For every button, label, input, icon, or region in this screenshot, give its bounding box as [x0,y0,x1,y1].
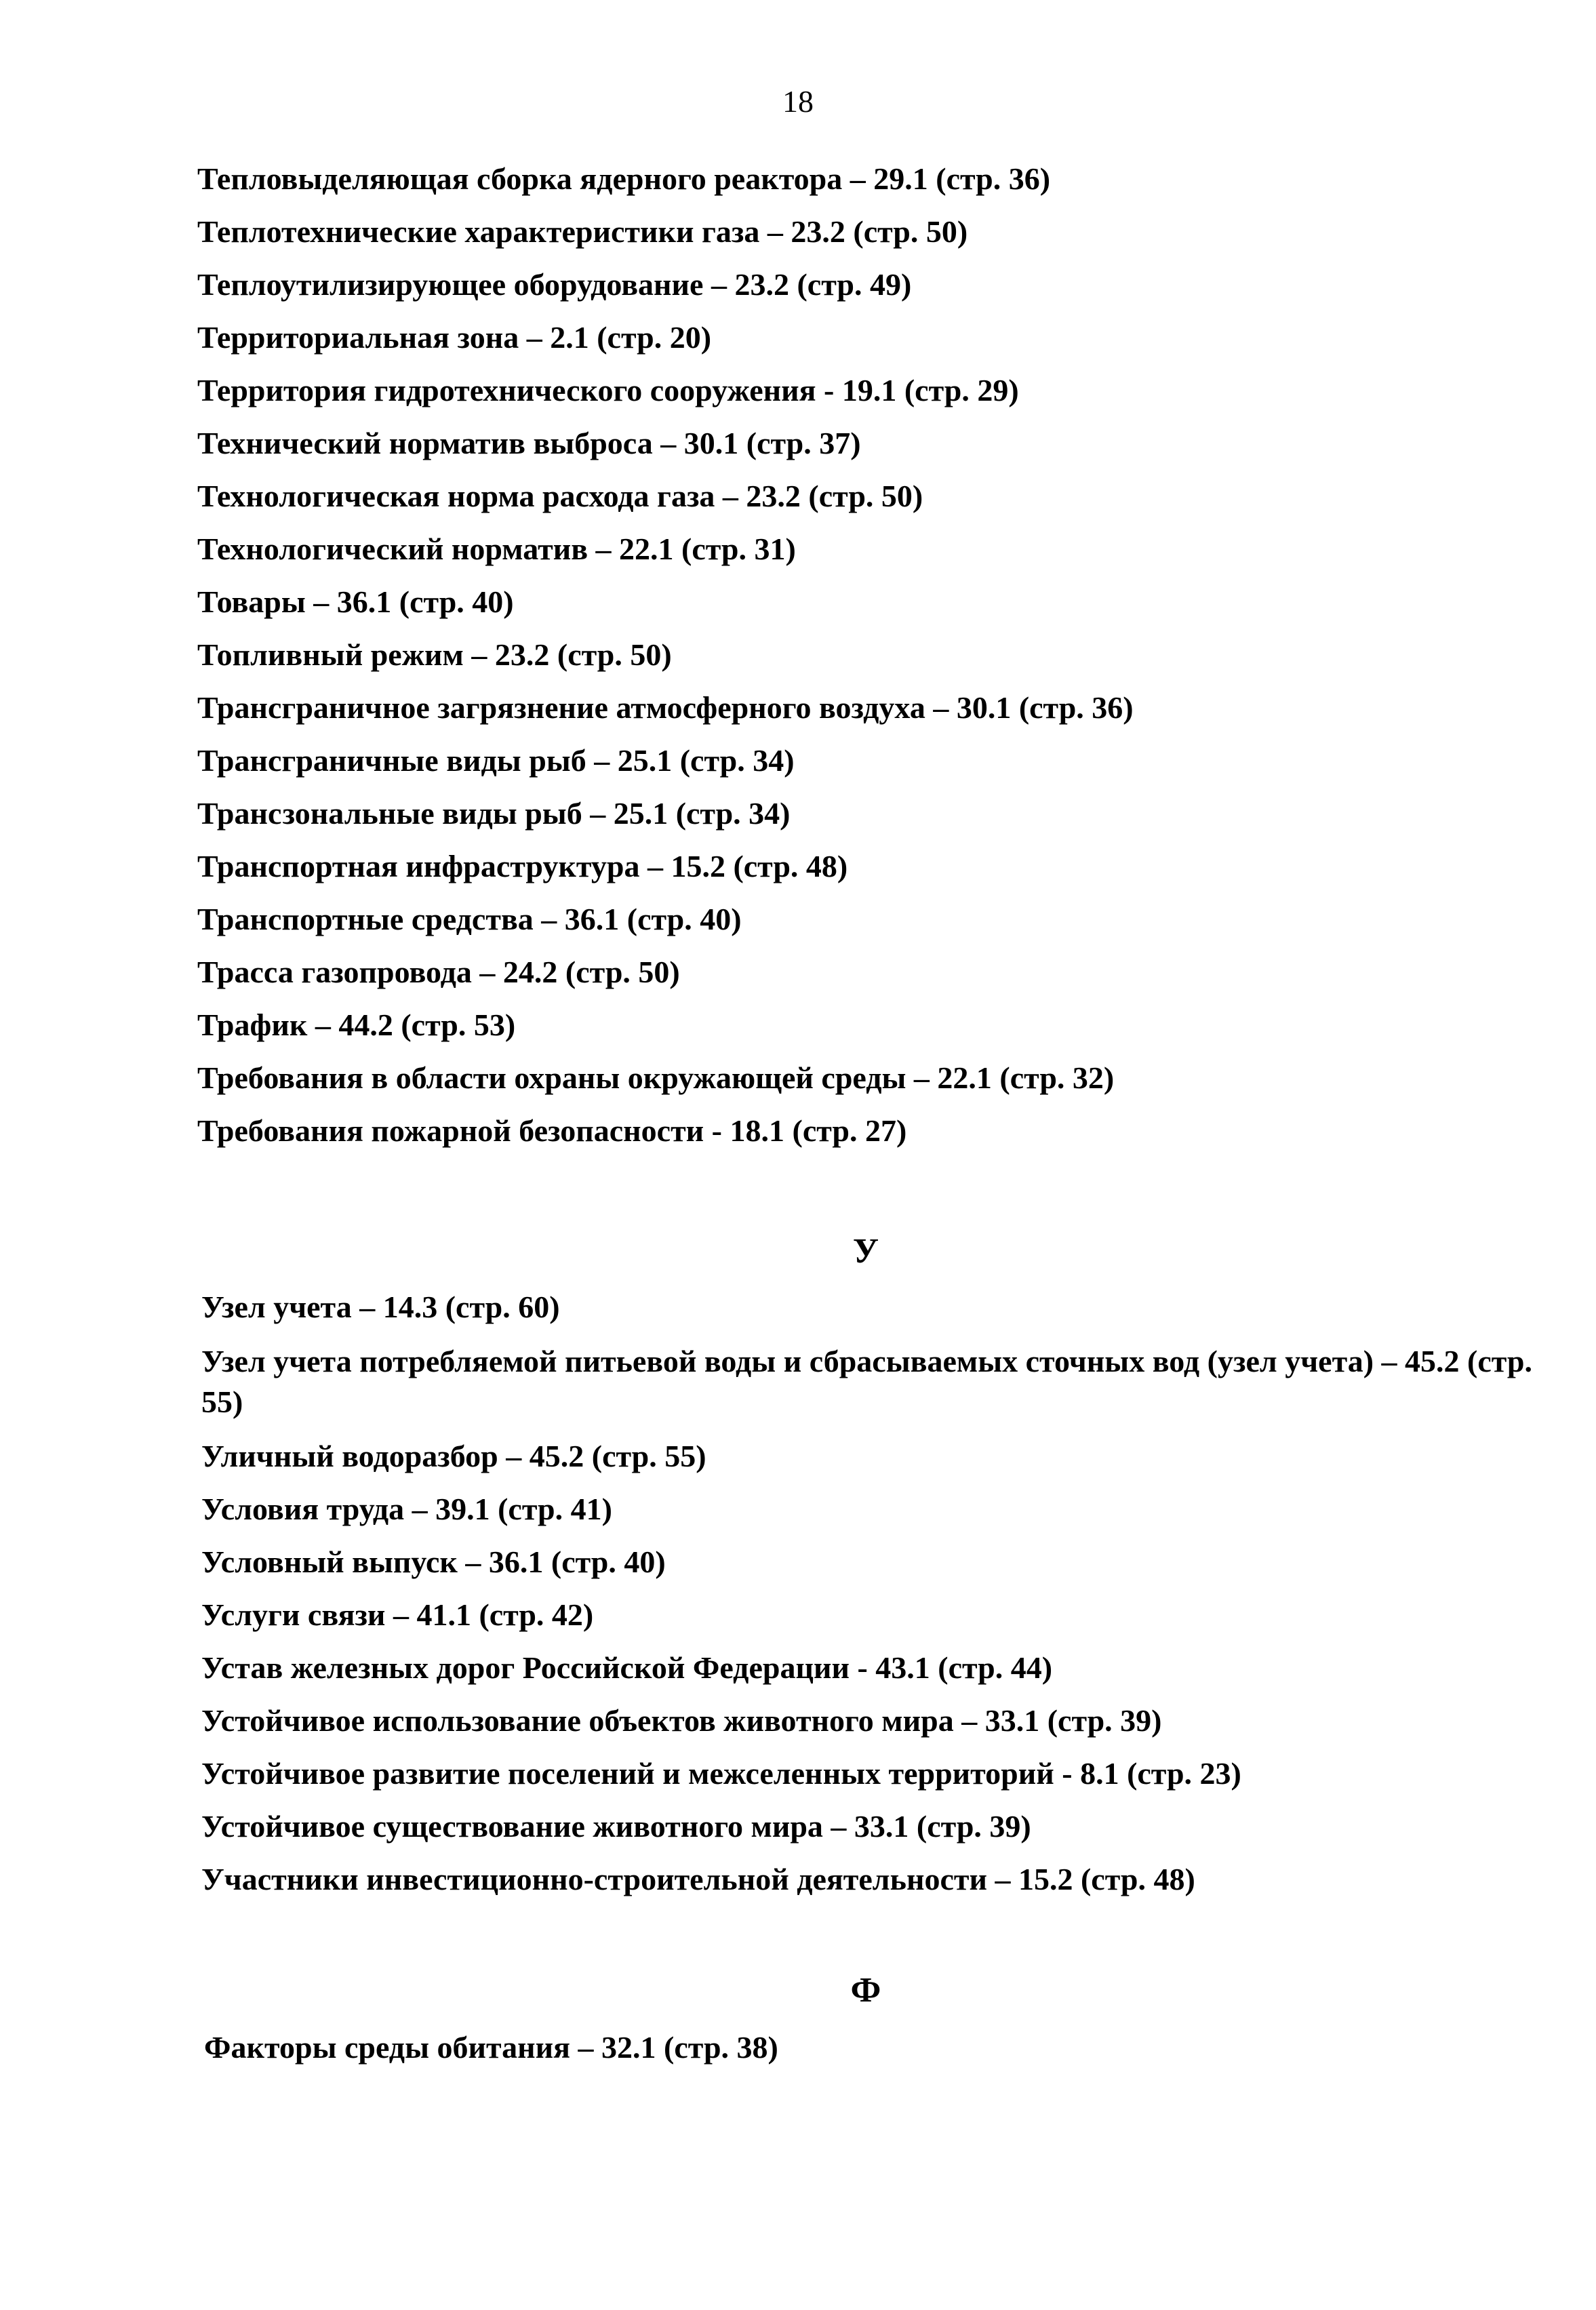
index-entry: Трасса газопровода – 24.2 (стр. 50) [197,955,680,989]
index-entry: Теплотехнические характеристики газа – 23.2 (стр. 50) [197,214,968,249]
page-number: 18 [782,84,814,119]
section-letter-u: У [852,1232,879,1271]
section-letter-f: Ф [850,1971,881,2010]
index-entry: Условия труда – 39.1 (стр. 41) [201,1492,612,1526]
index-entry: Территория гидротехнического сооружения - 19.1 (стр. 29) [197,373,1019,407]
index-entry: Узел учета – 14.3 (стр. 60) [201,1290,560,1324]
index-entry: Тепловыделяющая сборка ядерного реактора – 29.1 (стр. 36) [197,161,1051,196]
index-entry: Участники инвестиционно-строительной деятельности – 15.2 (стр. 48) [201,1862,1195,1896]
index-entry: Территориальная зона – 2.1 (стр. 20) [197,320,712,355]
index-entry: Условный выпуск – 36.1 (стр. 40) [201,1545,666,1579]
index-entry: Трансграничные виды рыб – 25.1 (стр. 34) [197,743,795,778]
index-entry: Трансграничное загрязнение атмосферного воздуха – 30.1 (стр. 36) [197,690,1134,725]
index-entry: Услуги связи – 41.1 (стр. 42) [201,1597,594,1632]
index-section-u [201,1288,1551,1913]
index-entry: Узел учета потребляемой питьевой воды и сбрасываемых сточных вод (узел учета) – 45.2 (стр. 55) [201,1344,1533,1419]
index-entry: Топливный режим – 23.2 (стр. 50) [197,637,672,672]
index-entry: Технологическая норма расхода газа – 23.2 (стр. 50) [197,479,923,513]
index-entry: Устав железных дорог Российской Федерации - 43.1 (стр. 44) [201,1650,1053,1685]
index-entry: Технологический норматив – 22.1 (стр. 31) [197,532,796,566]
index-entry: Факторы среды обитания – 32.1 (стр. 38) [204,2030,778,2065]
index-entry: Устойчивое существование животного мира – 33.1 (стр. 39) [201,1809,1031,1844]
index-entry: Уличный водоразбор – 45.2 (стр. 55) [201,1439,706,1473]
index-entry: Трафик – 44.2 (стр. 53) [197,1008,516,1042]
index-entry: Трансзональные виды рыб – 25.1 (стр. 34) [197,796,791,831]
index-entry: Товары – 36.1 (стр. 40) [197,584,514,619]
index-section-t [197,160,1547,1165]
index-section-f [204,2029,1553,2082]
index-entry: Транспортные средства – 36.1 (стр. 40) [197,902,742,936]
index-entry: Транспортная инфраструктура – 15.2 (стр. 48) [197,849,848,883]
index-entry: Теплоутилизирующее оборудование – 23.2 (стр. 49) [197,267,912,302]
index-entry: Требования пожарной безопасности - 18.1 (стр. 27) [197,1113,907,1148]
index-entry: Технический норматив выброса – 30.1 (стр. 37) [197,426,861,460]
index-entry: Устойчивое использование объектов животного мира – 33.1 (стр. 39) [201,1703,1162,1738]
index-entry: Устойчивое развитие поселений и межселенных территорий - 8.1 (стр. 23) [201,1756,1241,1791]
index-entry: Требования в области охраны окружающей среды – 22.1 (стр. 32) [197,1060,1115,1095]
